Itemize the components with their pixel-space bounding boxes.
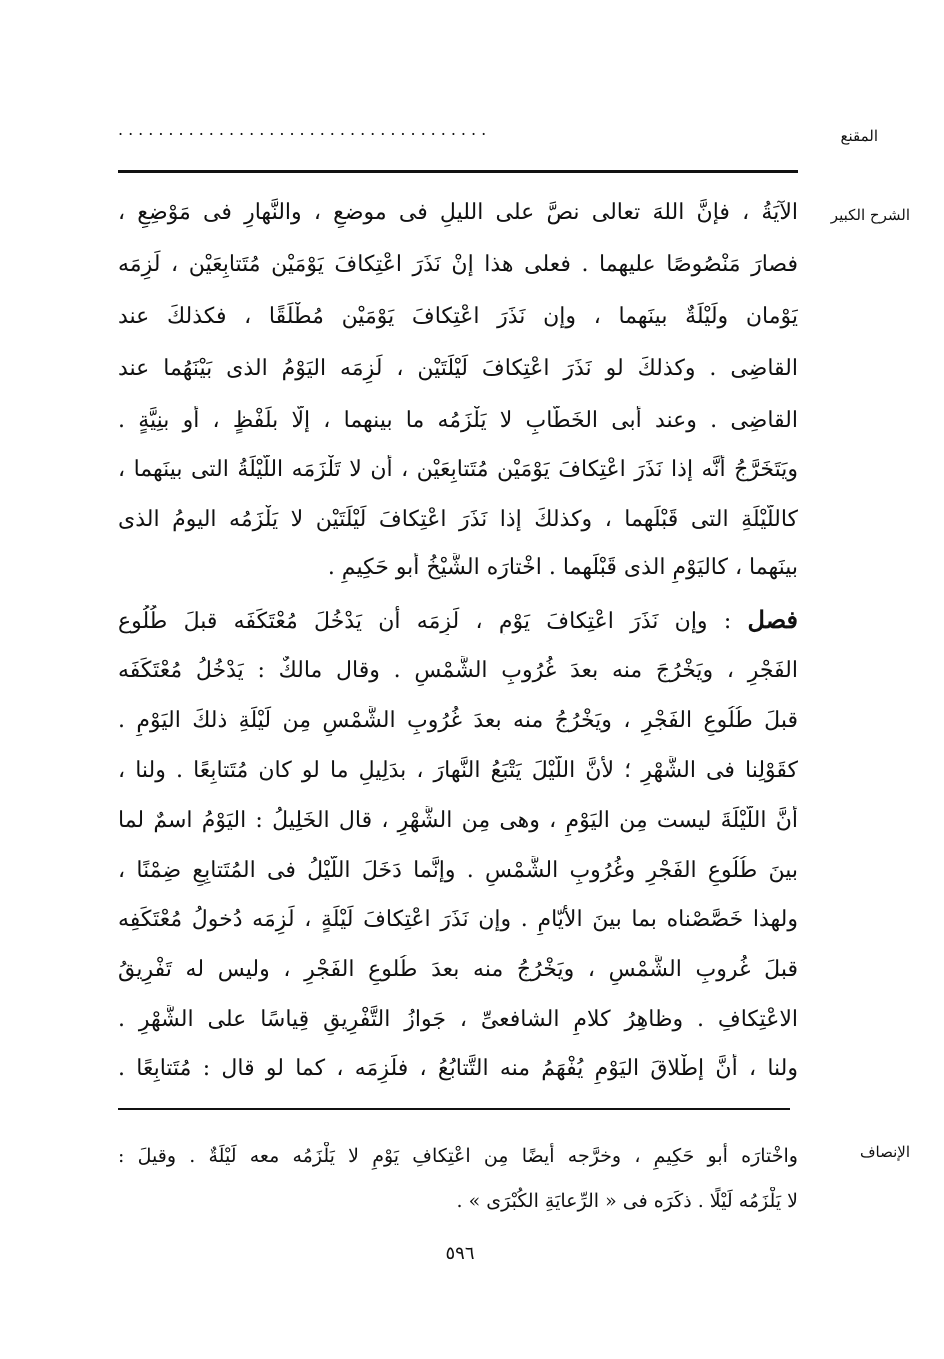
main-line: قبلَ غُروبِ الشَّمْسِ ، ويَخْرُجُ منه بعدَ طُلوعِ الفَجْرِ ، وليس له تَفْرِيقُ	[118, 957, 798, 982]
running-title: المقنع	[840, 127, 878, 145]
margin-label-sharh: الشرح الكبير	[830, 206, 910, 224]
main-line: الآيَةُ ، فإنَّ اللهَ تعالى نصَّ على الليلِ فى موضعٍ ، والنَّهارِ فى مَوْضِعٍ ،	[118, 200, 798, 225]
main-line: القاضِى . وعند أبى الخَطّابِ لا يَلْزَمُه ما بينهما ، إلَّا بلَفْظٍ ، أو بنِيَّةٍ .	[118, 408, 798, 433]
main-line: كاللَّيْلَةِ التى قَبْلَهما ، وكذلكَ إذا نَذَرَ اعْتِكافَ لَيْلَتَيْن لا يَلْزَمُه اليومُ الذى	[118, 507, 798, 532]
insaf-line: لا يَلْزَمُه لَيْلًا . ذكَرَه فى « الرِّعايَةِ الكُبْرَى » .	[456, 1190, 798, 1212]
main-line: كقَوْلِنا فى الشَّهْرِ ؛ لأنَّ اللَّيْلَ يَتْبَعُ النَّهارَ ، بدَلِيلِ ما لو كان مُتَتابِعًا . ولنا ،	[118, 758, 798, 783]
section-divider	[118, 1108, 790, 1110]
main-line: بينَ طُلُوعِ الفَجْرِ وغُرُوبِ الشَّمْسِ . وإنَّما دَخَلَ اللَّيْلُ فى المُتَتابِعِ ضِمْنًا ،	[118, 858, 798, 883]
fasl-text: : وإن نَذَرَ اعْتِكافَ يَوْمٍ ، لَزِمَه أن يَدْخُلَ مُعْتَكَفَه قبلَ طُلُوعِ	[118, 609, 748, 634]
main-line: ولنا ، أنَّ إطْلاقَ اليَوْمِ يُفْهَمُ منه التَّتابُعُ ، فلَزِمَه ، كما لو قال : مُتَتابِعًا .	[118, 1056, 798, 1081]
main-line: ويَتَخَرَّجُ أنَّه إذا نَذَرَ اعْتِكافَ يَوْمَيْن مُتَتابِعَيْن ، أن لا تَلْزَمَه اللَّيْلَةُ التى بينَهما ،	[118, 457, 798, 482]
main-line: فصارَ مَنْصُوصًا عليهما . فعلى هذا إنْ نَذَرَ اعْتِكافَ يَوْمَيْن مُتَتابِعَيْن ، لَزِمَه	[118, 252, 798, 277]
main-line: الاعْتِكافِ . وظاهِرُ كلامِ الشافعىِّ ، جَوازُ التَّفْرِيقِ قِياسًا على الشَّهْرِ .	[118, 1007, 798, 1032]
main-line: أنَّ اللَّيْلَةَ ليست مِن اليَوْمِ ، وهى مِن الشَّهْرِ ، قال الخَلِيلُ : اليَوْمُ اسمٌ لما	[118, 808, 798, 833]
margin-label-insaf: الإنصاف	[859, 1143, 910, 1161]
page-number: ٥٩٦	[445, 1243, 475, 1264]
header-rule	[118, 170, 798, 173]
fasl-heading: فصل	[747, 605, 798, 634]
fasl-line	[118, 605, 798, 635]
header-dot-leader: .....................................	[118, 120, 492, 139]
main-line: الفَجْرِ ، ويَخْرُجَ منه بعدَ غُرُوبِ الشَّمْسِ . وقال مالكٌ : يَدْخُلُ مُعْتَكَفَه	[118, 658, 798, 683]
main-line: ولهذا خَصَّصْناه بما بينَ الأيّامِ . وإن نَذَرَ اعْتِكافَ لَيْلَةٍ ، لَزِمَه دُخولُ مُعْتَكَفِه	[118, 907, 798, 932]
insaf-line: واخْتارَه أبو حَكِيمٍ ، وخرَّجه أيضًا مِن اعْتِكافِ يَوْمٍ لا يَلْزَمُه معه لَيْلَةٌ . وقيلَ :	[118, 1145, 798, 1167]
main-line: بينَهما ، كاليَوْمِ الذى قَبْلَهما . اخْتارَه الشَّيْخُ أبو حَكِيمٍ .	[327, 555, 798, 580]
main-line: يَوْمان ولَيْلَةٌ بينَهما ، وإن نَذَرَ اعْتِكافَ يَوْمَيْن مُطْلَقًا ، فكذلكَ عند	[118, 304, 798, 329]
main-line: قبلَ طُلُوعِ الفَجْرِ ، ويَخْرُجُ منه بعدَ غُرُوبِ الشَّمْسِ مِن لَيْلَةِ ذلكَ اليَوْمِ .	[118, 708, 798, 733]
main-line: القاضِى . وكذلكَ لو نَذَرَ اعْتِكافَ لَيْلَتَيْن ، لَزِمَه اليَوْمُ الذى بَيْنَهُما عند	[118, 356, 798, 381]
